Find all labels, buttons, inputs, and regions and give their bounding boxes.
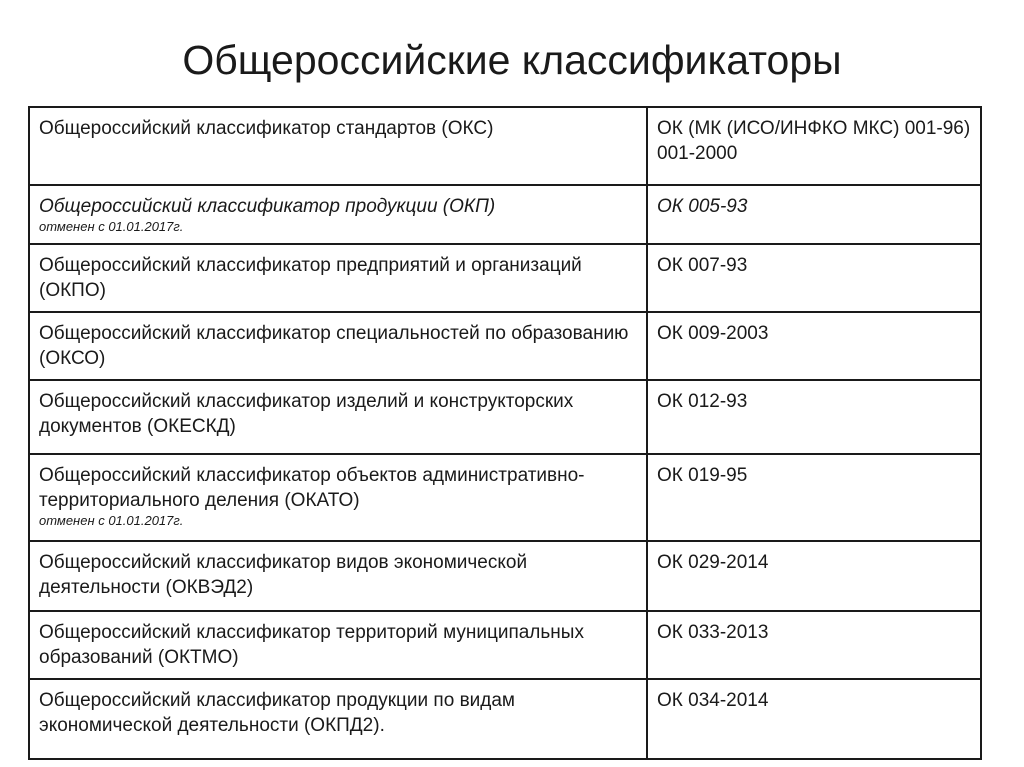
classifiers-table	[28, 106, 982, 760]
classifier-code: ОК 019-95	[657, 465, 748, 486]
classifier-code-cell	[647, 244, 981, 312]
classifier-name-cell	[29, 679, 647, 759]
classifier-code-cell	[647, 312, 981, 380]
classifier-code: ОК (МК (ИСО/ИНФКО МКС) 001-96) 001-2000	[657, 118, 971, 164]
cancellation-note: отменен с 01.01.2017г.	[39, 513, 184, 528]
table-row	[29, 107, 981, 185]
classifier-code: ОК 034-2014	[657, 690, 769, 711]
classifier-name: Общероссийский классификатор объектов административно-территориального деления (ОКАТО)	[39, 465, 585, 511]
classifier-code: ОК 033-2013	[657, 622, 769, 643]
table-row	[29, 312, 981, 380]
page-title: Общероссийские классификаторы	[182, 37, 842, 83]
classifier-name: Общероссийский классификатор территорий муниципальных образований (ОКТМО)	[39, 622, 584, 668]
classifier-name: Общероссийский классификатор специальностей по образованию (ОКСО)	[39, 323, 629, 369]
table-row	[29, 679, 981, 759]
classifier-code: ОК 009-2003	[657, 323, 769, 344]
classifier-code-cell	[647, 380, 981, 454]
classifier-name-cell	[29, 380, 647, 454]
table-row	[29, 611, 981, 679]
classifier-name-cell	[29, 312, 647, 380]
classifier-code-cell	[647, 185, 981, 244]
classifier-code-cell	[647, 541, 981, 611]
classifier-code: ОК 005-93	[657, 196, 748, 217]
classifier-name: Общероссийский классификатор видов экономической деятельности (ОКВЭД2)	[39, 552, 528, 598]
classifier-code-cell	[647, 611, 981, 679]
table-row	[29, 380, 981, 454]
classifier-code-cell	[647, 107, 981, 185]
classifier-name: Общероссийский классификатор предприятий и организаций (ОКПО)	[39, 255, 582, 301]
classifier-name-cell	[29, 454, 647, 541]
classifier-name: Общероссийский классификатор продукции (ОКП)	[39, 196, 496, 217]
classifier-name-cell	[29, 185, 647, 244]
classifier-code-cell	[647, 454, 981, 541]
classifier-name: Общероссийский классификатор изделий и конструкторских документов (ОКЕСКД)	[39, 391, 574, 437]
classifier-name-cell	[29, 107, 647, 185]
classifier-name-cell	[29, 541, 647, 611]
cancellation-note: отменен с 01.01.2017г.	[39, 219, 184, 234]
classifier-code-cell	[647, 679, 981, 759]
classifier-code: ОК 007-93	[657, 255, 748, 276]
table-row	[29, 541, 981, 611]
table-row	[29, 185, 981, 244]
table-row	[29, 244, 981, 312]
classifier-name-cell	[29, 244, 647, 312]
classifier-code: ОК 029-2014	[657, 552, 769, 573]
classifier-name: Общероссийский классификатор стандартов (ОКС)	[39, 118, 494, 139]
table-row	[29, 454, 981, 541]
classifier-name-cell	[29, 611, 647, 679]
classifier-code: ОК 012-93	[657, 391, 748, 412]
classifier-name: Общероссийский классификатор продукции по видам экономической деятельности (ОКПД2).	[39, 690, 515, 736]
